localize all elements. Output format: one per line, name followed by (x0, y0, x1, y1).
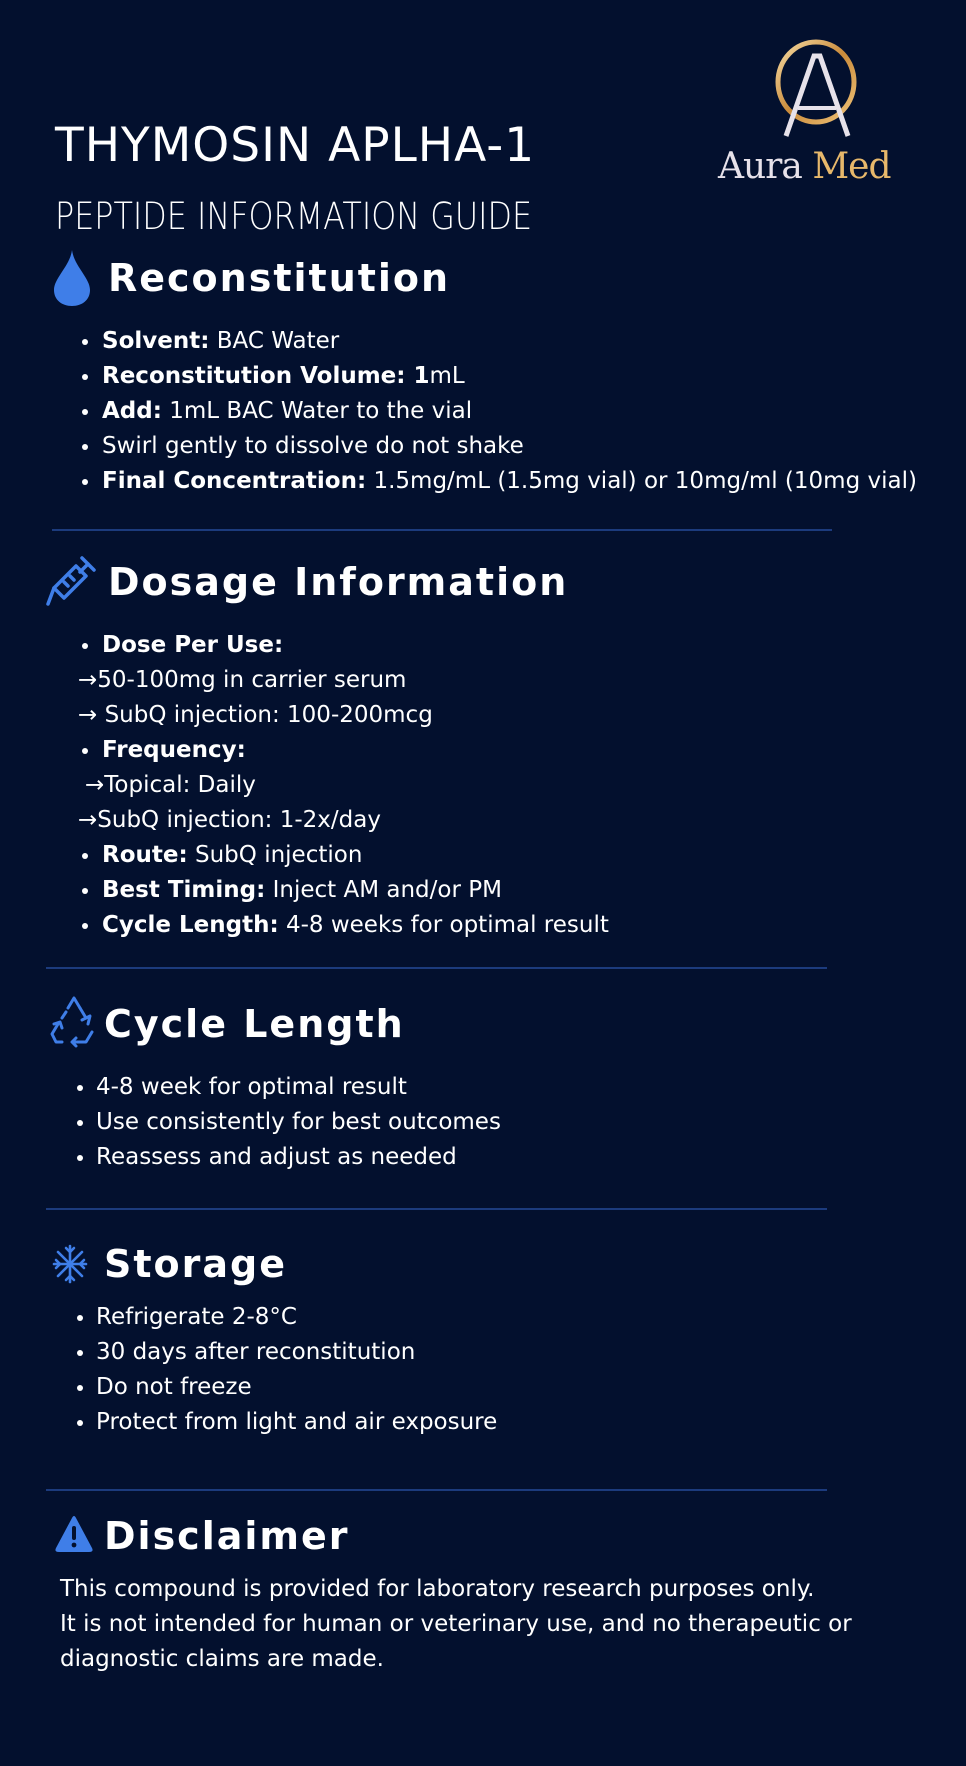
list-item: 4-8 week for optimal result (96, 1070, 501, 1105)
section-header (0, 552, 900, 612)
section-header (0, 1234, 900, 1294)
section-title: Disclaimer (104, 1514, 350, 1558)
list-item: Dose Per Use: (102, 628, 283, 663)
list-item: Add: 1mL BAC Water to the vial (102, 394, 917, 429)
list-item: Solvent: BAC Water (102, 324, 917, 359)
section-title: Dosage Information (108, 560, 569, 604)
page-title: THYMOSIN APLHA-1 (55, 118, 536, 173)
section-divider (52, 529, 832, 531)
storage-list (96, 1300, 497, 1440)
disclaimer-line: It is not intended for human or veterinary use, and no therapeutic or (60, 1611, 852, 1637)
cycle-list (96, 1070, 501, 1175)
disclaimer-line: diagnostic claims are made. (60, 1646, 384, 1672)
section-divider (46, 967, 827, 969)
list-item: Do not freeze (96, 1370, 497, 1405)
water-drop-icon (50, 248, 102, 308)
frequency-line: →SubQ injection: 1-2x/day (78, 807, 381, 833)
list-item: Swirl gently to dissolve do not shake (102, 429, 917, 464)
list-item: Use consistently for best outcomes (96, 1105, 501, 1140)
syringe-icon (46, 552, 98, 612)
page-subtitle: PEPTIDE INFORMATION GUIDE (55, 195, 533, 238)
section-header (0, 1506, 900, 1566)
list-item: Best Timing: Inject AM and/or PM (102, 873, 609, 908)
dosage-list (102, 628, 283, 663)
section-divider (46, 1208, 827, 1210)
frequency-list (102, 733, 246, 768)
frequency-line: →Topical: Daily (85, 772, 256, 798)
section-title: Reconstitution (108, 256, 451, 300)
list-item: Reconstitution Volume: 1mL (102, 359, 917, 394)
list-item: Final Concentration: 1.5mg/mL (1.5mg vial) or 10mg/ml (10mg vial) (102, 464, 917, 499)
section-title: Cycle Length (104, 1002, 405, 1046)
logo-word-aura: Aura (718, 146, 802, 187)
warning-icon (52, 1506, 104, 1566)
dose-line: → SubQ injection: 100-200mcg (78, 702, 433, 728)
list-item: Reassess and adjust as needed (96, 1140, 501, 1175)
list-item: Refrigerate 2-8°C (96, 1300, 497, 1335)
section-header (0, 994, 900, 1054)
reconstitution-list (102, 324, 917, 499)
recycle-icon (48, 994, 100, 1054)
disclaimer-text (60, 1572, 920, 1677)
disclaimer-line: This compound is provided for laboratory research purposes only. (60, 1576, 815, 1602)
logo-wordmark (718, 146, 891, 187)
list-item: Cycle Length: 4-8 weeks for optimal result (102, 908, 609, 943)
section-header (0, 248, 900, 308)
list-item: Protect from light and air exposure (96, 1405, 497, 1440)
logo-emblem-icon (768, 36, 864, 146)
list-item: Frequency: (102, 733, 246, 768)
aura-med-logo (712, 36, 916, 192)
dosage-details-list (102, 838, 609, 943)
logo-word-med: Med (812, 146, 891, 187)
list-item: Route: SubQ injection (102, 838, 609, 873)
snowflake-icon (48, 1234, 100, 1294)
section-title: Storage (104, 1242, 287, 1286)
dose-line: →50-100mg in carrier serum (78, 667, 407, 693)
list-item: 30 days after reconstitution (96, 1335, 497, 1370)
section-divider (46, 1489, 827, 1491)
